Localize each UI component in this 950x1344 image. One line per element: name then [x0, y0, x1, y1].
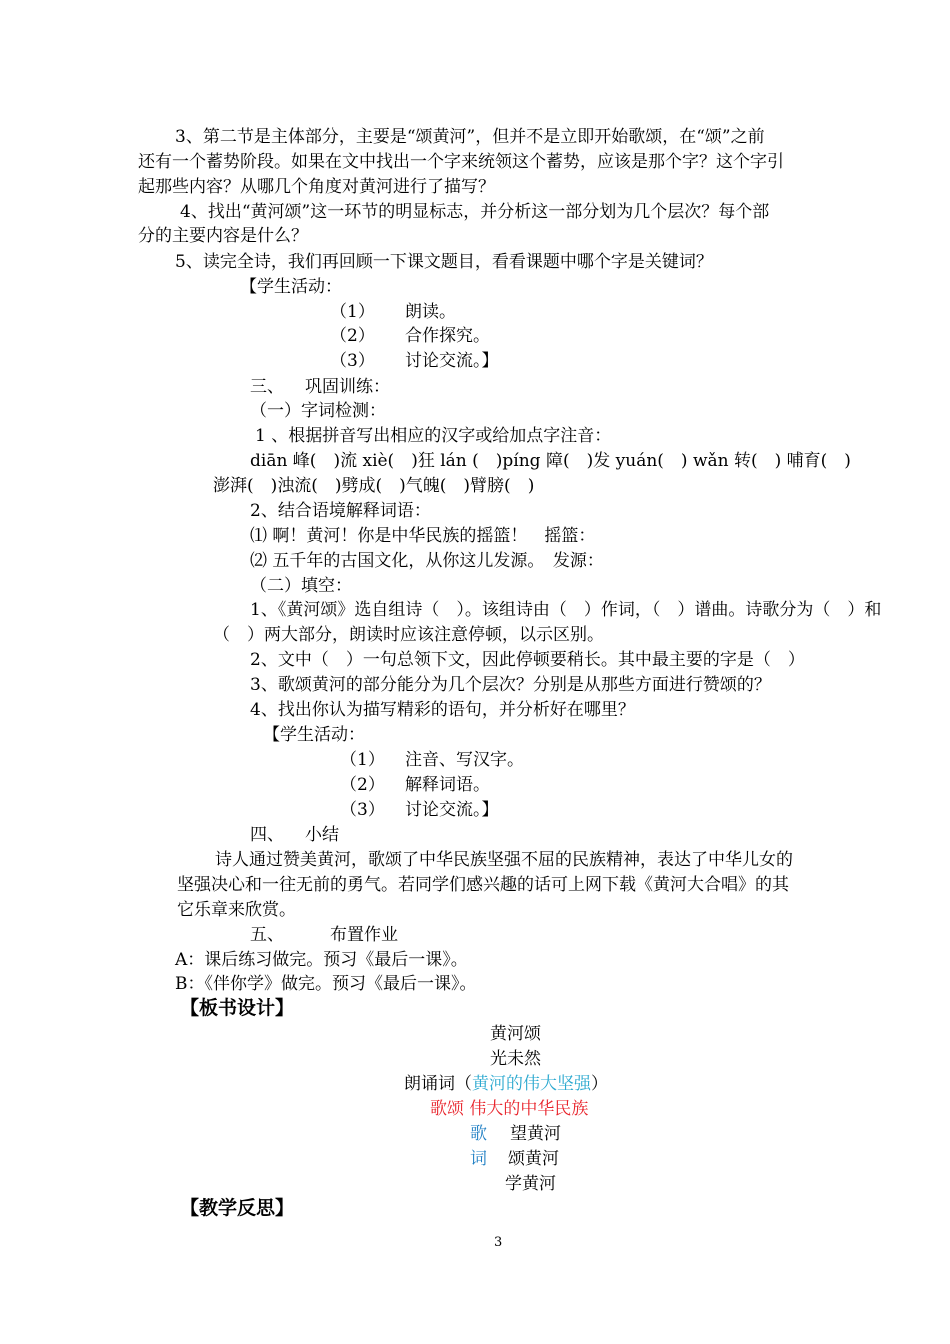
pinyin-line-2: 澎湃( )浊流( )劈成( )气魄( )臂膀( ) — [213, 476, 535, 496]
board-ci-char: 词 — [470, 1149, 487, 1169]
page-number: 3 — [494, 1235, 503, 1250]
board-recite-inner: 黄河的伟大坚强 — [472, 1074, 591, 1094]
section-4-title: 小结 — [305, 825, 339, 845]
board-design-heading: 【板书设计】 — [180, 997, 295, 1019]
board-recite-suffix: ） — [591, 1074, 608, 1094]
activity-1-title: 【学生活动： — [240, 277, 342, 297]
subsection-2-title: （二）填空： — [250, 576, 352, 596]
activity-1-text-3: 讨论交流。】 — [405, 351, 499, 371]
board-song-huanghe: 颂黄河 — [508, 1149, 559, 1169]
summary-line-3: 它乐章来欣赏。 — [177, 900, 296, 920]
activity-2-num-1: （1） — [340, 750, 385, 770]
section-5-number: 五、 — [250, 925, 284, 945]
fill-1-line-2: （ ）两大部分，朗读时应该注意停顿，以示区别。 — [213, 625, 604, 645]
board-author: 光未然 — [490, 1049, 541, 1069]
activity-2-text-1: 注音、写汉字。 — [405, 750, 524, 770]
activity-1-num-3: （3） — [330, 351, 375, 371]
explain-item-1: ⑴ 啊！黄河！你是中华民族的摇篮！ 摇篮： — [250, 526, 596, 546]
teaching-reflection-heading: 【教学反思】 — [180, 1197, 295, 1219]
fill-2: 2、文中（ ）一句总领下文，因此停顿要稍长。其中最主要的字是（ ） — [250, 650, 805, 670]
explain-item-2: ⑵ 五千年的古国文化，从你这儿发源。 发源： — [250, 551, 604, 571]
board-song-char: 歌 — [470, 1124, 487, 1144]
pinyin-line-1: diān 峰( )流 xiè( )狂 lán ( )píng 障( )发 yuán( ) wǎn 转( ) 哺育( ) — [250, 451, 851, 471]
summary-line-2: 坚强决心和一往无前的勇气。若同学们感兴趣的话可上网下载《黄河大合唱》的其 — [177, 875, 789, 895]
question-3-line-1: 3、第二节是主体部分，主要是“颂黄河”，但并不是立即开始歌颂，在“颂”之前 — [175, 127, 765, 147]
board-wang-huanghe: 望黄河 — [510, 1124, 561, 1144]
activity-1-text-2: 合作探究。 — [405, 326, 490, 346]
homework-b: B：《伴你学》做完。预习《最后一课》。 — [175, 974, 477, 994]
question-3-line-3: 起那些内容？从哪几个角度对黄河进行了描写？ — [138, 177, 495, 197]
activity-2-text-3: 讨论交流。】 — [405, 800, 499, 820]
question-3-line-2: 还有一个蓄势阶段。如果在文中找出一个字来统领这个蓄势，应该是那个字？这个字引 — [138, 152, 784, 172]
section-4-number: 四、 — [250, 825, 284, 845]
board-title: 黄河颂 — [490, 1024, 541, 1044]
question-4-line-1: 4、找出“黄河颂”这一环节的明显标志，并分析这一部分划为几个层次？每个部 — [180, 202, 770, 222]
activity-2-title: 【学生活动： — [263, 725, 365, 745]
exercise-1-instruction: 1 、根据拼音写出相应的汉字或给加点字注音： — [255, 426, 612, 446]
question-4-line-2: 分的主要内容是什么？ — [138, 226, 308, 246]
fill-4: 4、找出你认为描写精彩的语句，并分析好在哪里？ — [250, 700, 635, 720]
activity-2-num-3: （3） — [340, 800, 385, 820]
section-5-title: 布置作业 — [330, 925, 398, 945]
activity-1-num-1: （1） — [330, 302, 375, 322]
activity-2-text-2: 解释词语。 — [405, 775, 490, 795]
fill-1-line-1: 1、《黄河颂》选自组诗（ ）。该组诗由（ ）作词，（ ）谱曲。诗歌分为（ ）和 — [250, 600, 882, 620]
fill-3: 3、歌颂黄河的部分能分为几个层次？分别是从那些方面进行赞颂的？ — [250, 675, 771, 695]
exercise-2-instruction: 2、结合语境解释词语： — [250, 501, 431, 521]
activity-1-text-1: 朗读。 — [405, 302, 456, 322]
subsection-1-title: （一）字词检测： — [250, 401, 386, 421]
activity-2-num-2: （2） — [340, 775, 385, 795]
board-recite-line — [404, 1072, 608, 1096]
board-recite-prefix: 朗诵词（ — [404, 1074, 472, 1094]
homework-a: A：课后练习做完。预习《最后一课》。 — [175, 950, 468, 970]
activity-1-num-2: （2） — [330, 326, 375, 346]
board-xue-huanghe: 学黄河 — [505, 1174, 556, 1194]
section-3-number: 三、 — [250, 377, 284, 397]
question-5: 5、读完全诗，我们再回顾一下课文题目，看看课题中哪个字是关键词？ — [175, 252, 713, 272]
summary-line-1: 诗人通过赞美黄河，歌颂了中华民族坚强不屈的民族精神，表达了中华儿女的 — [215, 850, 793, 870]
board-praise-line: 歌颂 伟大的中华民族 — [430, 1099, 589, 1119]
section-3-title: 巩固训练： — [305, 377, 390, 397]
